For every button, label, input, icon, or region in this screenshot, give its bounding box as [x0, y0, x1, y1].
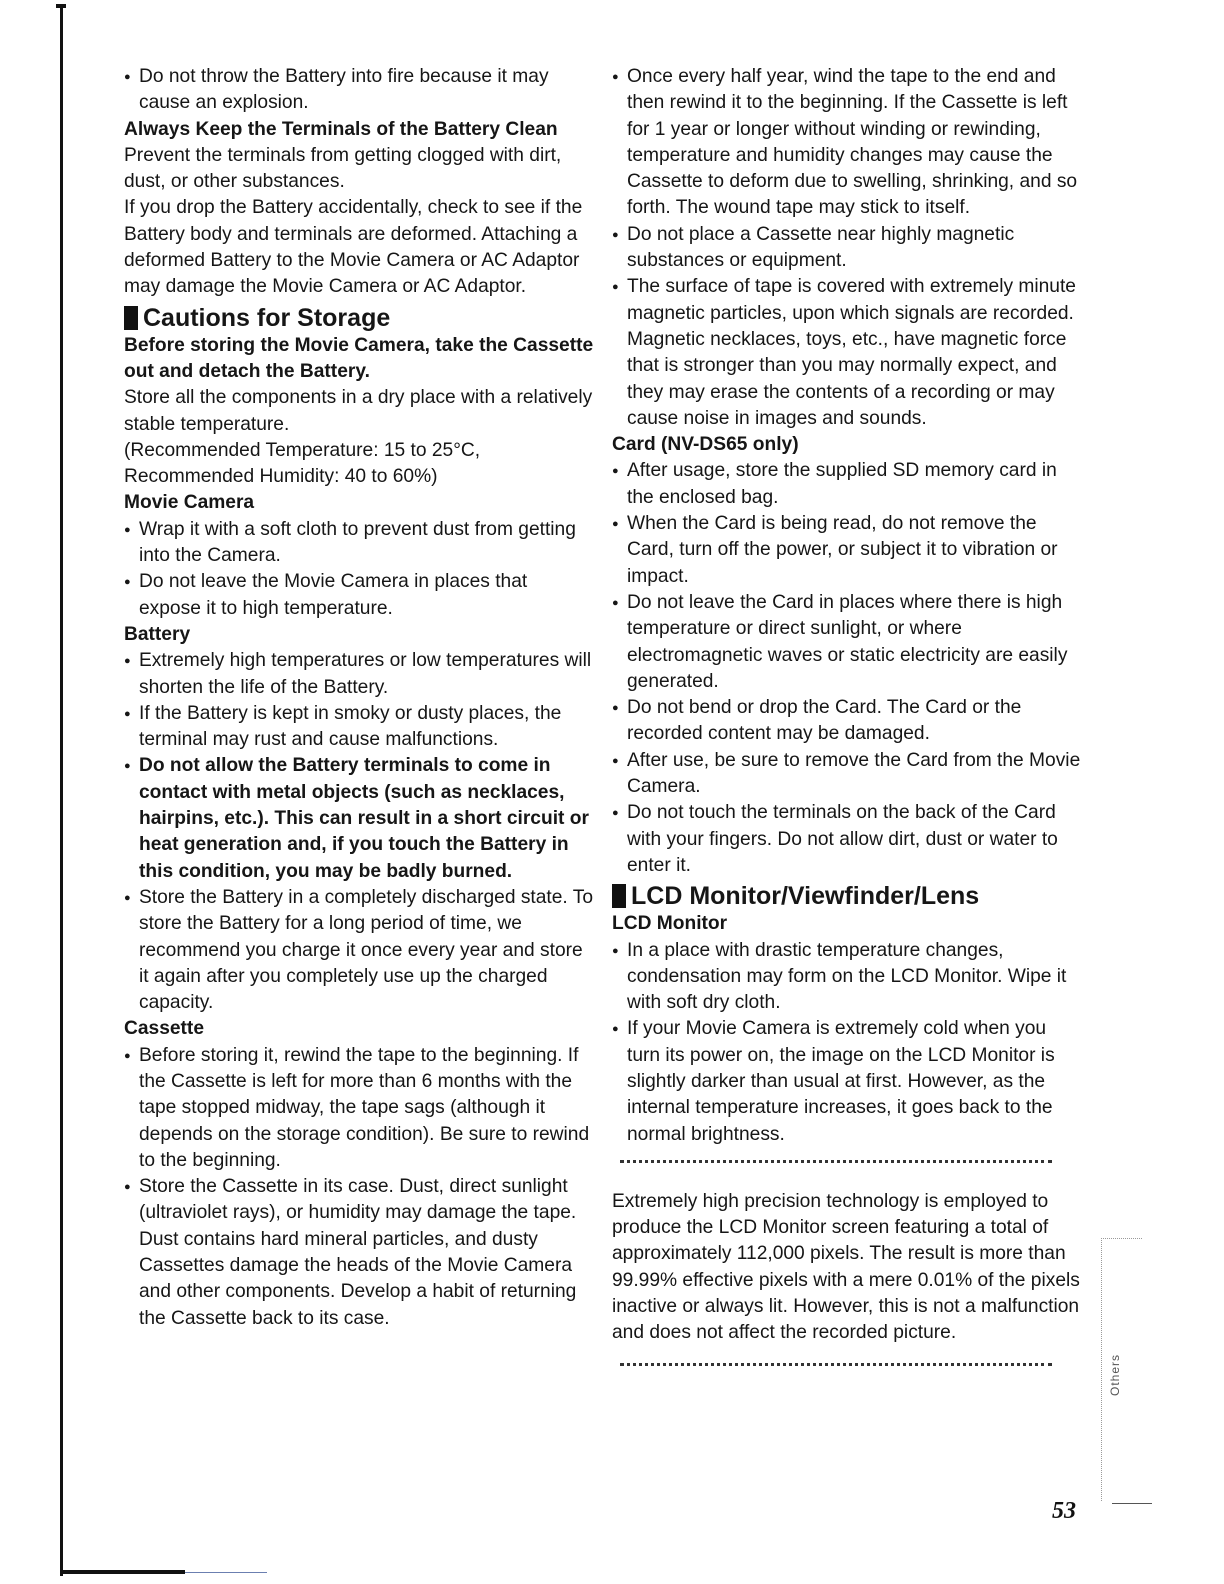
section-lcd — [612, 881, 1082, 911]
bottom-rule-thin — [185, 1572, 267, 1573]
section-title-text: LCD Monitor/Viewfinder/Lens — [631, 882, 980, 911]
battery-item: ● If the Battery is kept in smoky or dusty places, the terminal may rust and cause malfunctions. — [124, 701, 594, 754]
side-tab-label: Others — [1108, 1354, 1122, 1397]
lcd-precision-note: Extremely high precision technology is employed to produce the LCD Monitor screen featuring a total of approximately 112,000 pixels. The result is more than 99.99% effective pixels with a mere 0.01% of the pixels inactive or always lit. However, this is not a malfunction and does not affect the recorded picture. — [612, 1190, 1080, 1344]
cassette-heading: Cassette — [124, 1018, 204, 1040]
card-heading: Card (NV-DS65 only) — [612, 434, 799, 456]
side-tab-tick — [1112, 1503, 1152, 1504]
section-title-text: Cautions for Storage — [143, 303, 391, 332]
battery-item-warning: ● Do not allow the Battery terminals to come in contact with metal objects (such as necklaces, hairpins, etc.). This can result in a short circuit or heat generation and, if you touch the Battery in this condition, you may be badly burned. — [124, 753, 594, 884]
cassette-item: ● Store the Cassette in its case. Dust, direct sunlight (ultraviolet rays), or humidity may damage the tape. Dust contains hard mineral particles, and dusty Cassettes damage the heads of the Movie Camera and other components. Develop a habit of returning the Cassette back to its case. — [124, 1174, 594, 1332]
card-item: ● Do not bend or drop the Card. The Card or the recorded content may be damaged. — [612, 695, 1082, 748]
dotted-separator — [620, 1363, 1052, 1366]
card-item: ● After use, be sure to remove the Card from the Movie Camera. — [612, 748, 1082, 801]
terminals-paragraph: Prevent the terminals from getting clogged with dirt, dust, or other substances. — [124, 144, 562, 193]
drop-battery-paragraph: If you drop the Battery accidentally, check to see if the Battery body and terminals are deformed. Attaching a deformed Battery to the Movie Camera or AC Adaptor may damage the Movie Camera or AC Adaptor. — [124, 197, 583, 298]
section-marker-icon — [124, 306, 138, 330]
binding-edge-top — [56, 4, 66, 8]
right-column — [612, 64, 1082, 1366]
card-item: ● Do not touch the terminals on the back of the Card with your fingers. Do not allow dirt, dust or water to enter it. — [612, 800, 1082, 879]
lcd-item: ● In a place with drastic temperature changes, condensation may form on the LCD Monitor. Wipe it with soft dry cloth. — [612, 938, 1082, 1017]
battery-item: ● Store the Battery in a completely discharged state. To store the Battery for a long period of time, we recommend you charge it once every year and store it again after you completely use up the charged capacity. — [124, 885, 594, 1016]
terminals-heading: Always Keep the Terminals of the Battery Clean — [124, 118, 558, 140]
card-item: ● When the Card is being read, do not remove the Card, turn off the power, or subject it to vibration or impact. — [612, 511, 1082, 590]
card-item: ● Do not leave the Card in places where there is high temperature or direct sunlight, or where electromagnetic waves or static electricity are easily generated. — [612, 590, 1082, 695]
cassette-item: ● Do not place a Cassette near highly magnetic substances or equipment. — [612, 222, 1082, 275]
dotted-separator — [620, 1160, 1052, 1163]
movie-camera-item: ● Wrap it with a soft cloth to prevent dust from getting into the Camera. — [124, 517, 594, 570]
cassette-item: ● Once every half year, wind the tape to the end and then rewind it to the beginning. If the Cassette is left for 1 year or longer without winding or rewinding, temperature and humidity changes may cause the Cassette to deform due to swelling, shrinking, and so forth. The wound tape may stick to itself. — [612, 64, 1082, 222]
battery-item: ● Extremely high temperatures or low temperatures will shorten the life of the Battery. — [124, 648, 594, 701]
card-item: ● After usage, store the supplied SD memory card in the enclosed bag. — [612, 458, 1082, 511]
cassette-item: ● The surface of tape is covered with extremely minute magnetic particles, upon which signals are recorded. Magnetic necklaces, toys, etc., have magnetic force that is stronger than you may normally expect, and they may erase the contents of a recording or may cause noise in images and sounds. — [612, 274, 1082, 432]
cassette-item: ● Before storing it, rewind the tape to the beginning. If the Cassette is left for more than 6 months with the tape stopped midway, the tape sags (although it depends on the storage condition). Be sure to rewind to the beginning. — [124, 1043, 594, 1174]
movie-camera-item: ● Do not leave the Movie Camera in places that expose it to high temperature. — [124, 569, 594, 622]
storage-bold-note: Before storing the Movie Camera, take the Cassette out and detach the Battery. — [124, 334, 594, 382]
storage-recommended: (Recommended Temperature: 15 to 25°C, Recommended Humidity: 40 to 60%) — [124, 439, 481, 488]
section-marker-icon — [612, 884, 626, 908]
binding-edge-line — [60, 4, 63, 1576]
left-column — [124, 64, 594, 1332]
section-cautions-storage — [124, 303, 594, 333]
battery-heading: Battery — [124, 623, 191, 645]
movie-camera-heading: Movie Camera — [124, 492, 255, 514]
battery-fire-warning: ● Do not throw the Battery into fire because it may cause an explosion. — [124, 64, 594, 117]
page-number: 53 — [1052, 1498, 1076, 1524]
bottom-rule — [60, 1570, 185, 1574]
lcd-monitor-heading: LCD Monitor — [612, 913, 728, 935]
storage-paragraph: Store all the components in a dry place with a relatively stable temperature. — [124, 387, 593, 435]
lcd-item: ● If your Movie Camera is extremely cold when you turn its power on, the image on the LCD Monitor is slightly darker than usual at first. However, as the internal temperature increases, it goes back to the normal brightness. — [612, 1016, 1082, 1147]
